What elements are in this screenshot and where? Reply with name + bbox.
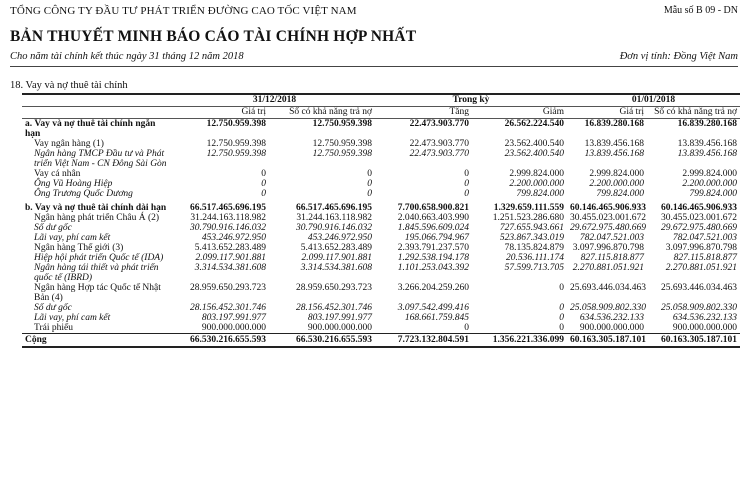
cell-value: 66.530.216.655.593 [174,334,269,348]
cell-value: 3.097.542.499.416 [397,303,469,313]
cell-value: 5.413.652.283.489 [300,243,372,253]
cell-value: 0 [464,179,469,189]
table-row [22,119,740,140]
row-label: Ngân hàng tái thiết và phát triển quốc tế (IBRD) [34,263,159,283]
table-row [22,263,740,283]
cell-value: 31.244.163.118.982 [296,213,372,223]
cell-value: 900.000.000.000 [579,323,644,333]
cell-value: 900.000.000.000 [307,323,372,333]
cell-value: 30.455.023.001.672 [570,213,646,223]
table-row [22,149,740,169]
cell-value: 782.047.521.003 [579,233,644,243]
cell-value: 31.244.163.118.982 [190,213,266,223]
cell-value: 22.473.903.770 [409,139,469,149]
cell-value: 2.999.824.000 [589,169,644,179]
cell-value: 900.000.000.000 [672,323,737,333]
cell-value: 30.790.916.146.032 [296,223,372,233]
cell-value: 2.270.881.051.921 [572,263,644,273]
table-row [22,139,740,149]
cell-value: 2.999.824.000 [509,169,564,179]
cell-value: 2.099.117.901.881 [301,253,372,263]
table-row [22,334,740,348]
currency-unit: Đơn vị tính: Đồng Việt Nam [619,51,738,62]
cell-value: 0 [559,303,564,313]
cell-value: 60.163.305.187.101 [647,334,740,348]
table-row [22,199,740,213]
report-title: BẢN THUYẾT MINH BÁO CÁO TÀI CHÍNH HỢP NHẤT [10,28,417,45]
cell-value: 57.599.713.705 [504,263,564,273]
cell-value: 25.693.446.034.463 [570,283,646,293]
cell-value: 0 [559,313,564,323]
cell-value: 3.097.996.870.798 [572,243,644,253]
cell-value: 1.356.221.336.099 [472,334,567,348]
cell-value: 3.314.534.381.608 [194,263,266,273]
row-label: Ngân hàng Thế giới (3) [34,243,124,253]
row-label: Ông Vũ Hoàng Hiệp [34,179,113,189]
table-row [22,303,740,313]
column-header: Giá trị [567,107,647,119]
column-header: Tăng [375,107,472,119]
cell-value: 727.655.943.661 [499,223,564,233]
cell-value: 900.000.000.000 [201,323,266,333]
sub-header-row [22,107,740,119]
column-header: Giá trị [174,107,269,119]
row-label: b. Vay và nợ thuê tài chính dài hạn [25,203,167,213]
cell-value: 453.246.972.950 [307,233,372,243]
group-header-row [22,94,740,107]
cell-value: 2.200.000.000 [509,179,564,189]
cell-value: 2.393.791.237.570 [397,243,469,253]
cell-value: 12.750.959.398 [206,139,266,149]
cell-value: 799.824.000 [689,189,737,199]
row-label: Vay ngân hàng (1) [34,139,104,149]
row-label: Số dư gốc [34,223,72,233]
cell-value: 29.672.975.480.669 [661,223,737,233]
table-row [22,179,740,189]
cell-value: 0 [367,189,372,199]
table-row [22,283,740,303]
table-row [22,323,740,334]
cell-value: 25.058.909.802.330 [661,303,737,313]
cell-value: 1.251.523.286.680 [492,213,564,223]
cell-value: 2.200.000.000 [682,179,737,189]
table-row [22,213,740,223]
row-label: Ngân hàng Hợp tác Quốc tế Nhật Bản (4) [34,283,161,303]
cell-value: 60.163.305.187.101 [567,334,647,348]
cell-value: 22.473.903.770 [409,149,469,159]
row-label: Cộng [22,334,174,348]
report-period: Cho năm tài chính kết thúc ngày 31 tháng 12 năm 2018 [10,51,244,62]
group-header: Trong kỳ [375,94,567,107]
cell-value: 0 [261,169,266,179]
company-name: TỔNG CÔNG TY ĐẦU TƯ PHÁT TRIỂN ĐƯỜNG CAO TỐC VIỆT NAM [10,5,357,17]
cell-value: 60.146.465.906.933 [661,203,737,213]
cell-value: 799.824.000 [596,189,644,199]
row-label: Trái phiếu [34,323,73,333]
cell-value: 20.536.111.174 [506,253,564,263]
cell-value: 13.839.456.168 [677,139,737,149]
cell-value: 12.750.959.398 [312,119,372,129]
cell-value: 2.099.117.901.881 [195,253,266,263]
cell-value: 0 [367,169,372,179]
row-label: Số dư gốc [34,303,72,313]
column-header: Giảm [472,107,567,119]
cell-value: 2.999.824.000 [682,169,737,179]
cell-value: 0 [367,179,372,189]
cell-value: 16.839.280.168 [677,119,737,129]
label-header [22,107,174,119]
cell-value: 195.066.794.967 [404,233,469,243]
header-divider [10,66,738,67]
cell-value: 3.266.204.259.260 [397,283,469,293]
row-label: Ông Trương Quốc Dương [34,189,133,199]
cell-value: 29.672.975.480.669 [570,223,646,233]
cell-value: 523.867.343.019 [499,233,564,243]
cell-value: 66.517.465.696.195 [296,203,372,213]
cell-value: 28.156.452.301.746 [190,303,266,313]
cell-value: 0 [464,189,469,199]
cell-value: 0 [261,179,266,189]
label-header [22,94,174,107]
table-row [22,243,740,253]
cell-value: 3.314.534.381.608 [300,263,372,273]
cell-value: 25.058.909.802.330 [570,303,646,313]
cell-value: 3.097.996.870.798 [665,243,737,253]
cell-value: 0 [559,283,564,293]
cell-value: 12.750.959.398 [312,139,372,149]
row-label: Lãi vay, phí cam kết [34,313,111,323]
row-label: Lãi vay, phí cam kết [34,233,111,243]
cell-value: 12.750.959.398 [312,149,372,159]
cell-value: 1.845.596.609.024 [397,223,469,233]
cell-value: 78.135.824.879 [504,243,564,253]
cell-value: 13.839.456.168 [677,149,737,159]
cell-value: 28.959.650.293.723 [296,283,372,293]
group-header: 31/12/2018 [174,94,375,107]
row-label: Hiệp hội phát triển Quốc tế (IDA) [34,253,164,263]
cell-value: 25.693.446.034.463 [661,283,737,293]
cell-value: 7.700.658.900.821 [397,203,469,213]
row-label: Vay cá nhân [34,169,81,179]
table-row [22,169,740,179]
cell-value: 453.246.972.950 [201,233,266,243]
cell-value: 799.824.000 [516,189,564,199]
cell-value: 7.723.132.804.591 [375,334,472,348]
cell-value: 22.473.903.770 [409,119,469,129]
cell-value: 827.115.818.877 [580,253,644,263]
cell-value: 0 [261,189,266,199]
column-header: Số có khả năng trả nợ [269,107,375,119]
cell-value: 13.839.456.168 [584,139,644,149]
cell-value: 66.530.216.655.593 [269,334,375,348]
table-row [22,189,740,199]
cell-value: 782.047.521.003 [672,233,737,243]
table-body [22,119,740,348]
cell-value: 16.839.280.168 [584,119,644,129]
form-code: Mẫu số B 09 - DN [663,5,738,16]
cell-value: 28.156.452.301.746 [296,303,372,313]
cell-value: 12.750.959.398 [206,119,266,129]
row-label: Ngân hàng phát triển Châu Á (2) [34,213,160,223]
loans-table [22,93,740,348]
cell-value: 1.101.253.043.392 [397,263,469,273]
table-row [22,233,740,243]
cell-value: 0 [559,323,564,333]
row-label: a. Vay và nợ thuê tài chính ngắn hạn [25,119,156,139]
cell-value: 2.040.663.403.990 [397,213,469,223]
table-row [22,313,740,323]
column-header: Số có khả năng trả nợ [647,107,740,119]
cell-value: 23.562.400.540 [504,139,564,149]
cell-value: 0 [464,323,469,333]
section-title: 18. Vay và nợ thuê tài chính [10,80,128,91]
cell-value: 12.750.959.398 [206,149,266,159]
cell-value: 13.839.456.168 [584,149,644,159]
cell-value: 634.536.232.133 [672,313,737,323]
cell-value: 5.413.652.283.489 [194,243,266,253]
cell-value: 28.959.650.293.723 [190,283,266,293]
cell-value: 2.270.881.051.921 [665,263,737,273]
table-row [22,223,740,233]
cell-value: 23.562.400.540 [504,149,564,159]
cell-value: 168.661.759.845 [404,313,469,323]
group-header: 01/01/2018 [567,94,740,107]
cell-value: 0 [464,169,469,179]
table-row [22,253,740,263]
cell-value: 2.200.000.000 [589,179,644,189]
cell-value: 803.197.991.977 [307,313,372,323]
cell-value: 66.517.465.696.195 [190,203,266,213]
cell-value: 1.292.538.194.178 [397,253,469,263]
cell-value: 60.146.465.906.933 [570,203,646,213]
cell-value: 827.115.818.877 [673,253,737,263]
cell-value: 30.455.023.001.672 [661,213,737,223]
cell-value: 1.329.659.111.559 [493,203,564,213]
row-label: Ngân hàng TMCP Đầu tư và Phát triển Việt Nam - CN Đông Sài Gòn [34,149,167,169]
cell-value: 634.536.232.133 [579,313,644,323]
cell-value: 803.197.991.977 [201,313,266,323]
cell-value: 30.790.916.146.032 [190,223,266,233]
cell-value: 26.562.224.540 [504,119,564,129]
